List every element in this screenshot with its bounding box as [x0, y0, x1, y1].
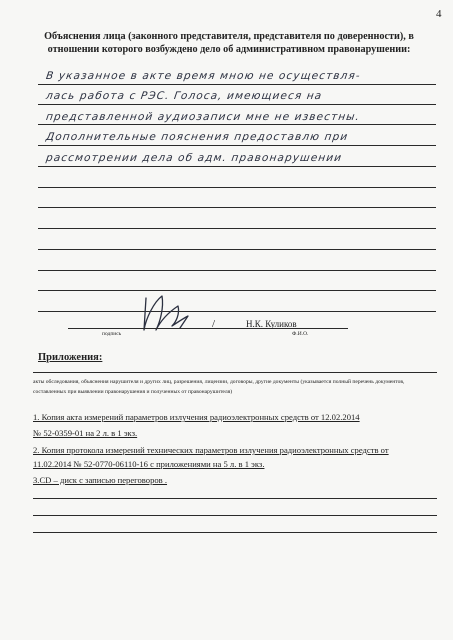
rule-line — [38, 249, 436, 250]
rule-line — [38, 187, 436, 188]
rule-line — [38, 228, 436, 229]
attachment-item: 2. Копия протокола измерений технических параметров излучения радиоэлектронных средств от — [33, 445, 389, 455]
page-number: 4 — [436, 8, 442, 20]
rule-line — [38, 270, 436, 271]
rule-line — [38, 311, 436, 312]
rule-line — [33, 515, 437, 516]
attachments-description: акты обследования, объяснения нарушителя и других лиц, разрешения, лицензии, договоры, другие документы (указывается полный перечень документов, составленных при выявлении правонарушения и полученных от правонарушителя) — [33, 379, 405, 395]
handwritten-line: рассмотрении дела об адм. правонарушении — [45, 152, 343, 164]
attachment-item: 3.CD – диск с записью переговоров . — [33, 475, 168, 485]
attachment-item: 1. Копия акта измерений параметров излучения радиоэлектронных средств от 12.02.2014 — [33, 412, 360, 422]
handwritten-line: представленной аудиозаписи мне не известны. — [45, 111, 361, 123]
signature-slash: / — [212, 318, 216, 330]
rule-line — [38, 145, 436, 146]
rule-line — [38, 290, 436, 291]
attachment-item: № 52-0359-01 на 2 л. в 1 экз. — [33, 428, 138, 438]
rule-line — [33, 532, 437, 533]
handwritten-line: лась работа с РЭС. Голоса, имеющиеся на — [45, 90, 324, 102]
rule-line — [38, 166, 436, 167]
explanation-heading: Объяснения лица (законного представителя, представителя по доверенности), в отношении которого возбуждено дело об административном правонарушении: — [44, 31, 414, 55]
attachments-title: Приложения: — [38, 352, 103, 363]
rule-line — [38, 84, 436, 85]
signer-name: Н.К. Куликов — [246, 319, 297, 329]
attachment-item: 11.02.2014 № 52-0770-06110-16 с приложениями на 5 л. в 1 экз. — [33, 459, 265, 469]
rule-line — [38, 207, 436, 208]
rule-line — [38, 104, 436, 105]
rule-line — [33, 498, 437, 499]
rule-line — [38, 124, 436, 125]
handwritten-line: В указанное в акте время мною не осуществля- — [45, 70, 362, 82]
attachments-rule — [33, 372, 437, 373]
signature-caption: подпись — [102, 331, 122, 337]
fio-caption: Ф.И.О. — [292, 331, 309, 337]
signature-line — [68, 328, 348, 329]
handwritten-line: Дополнительные пояснения предоставлю при — [45, 131, 350, 143]
